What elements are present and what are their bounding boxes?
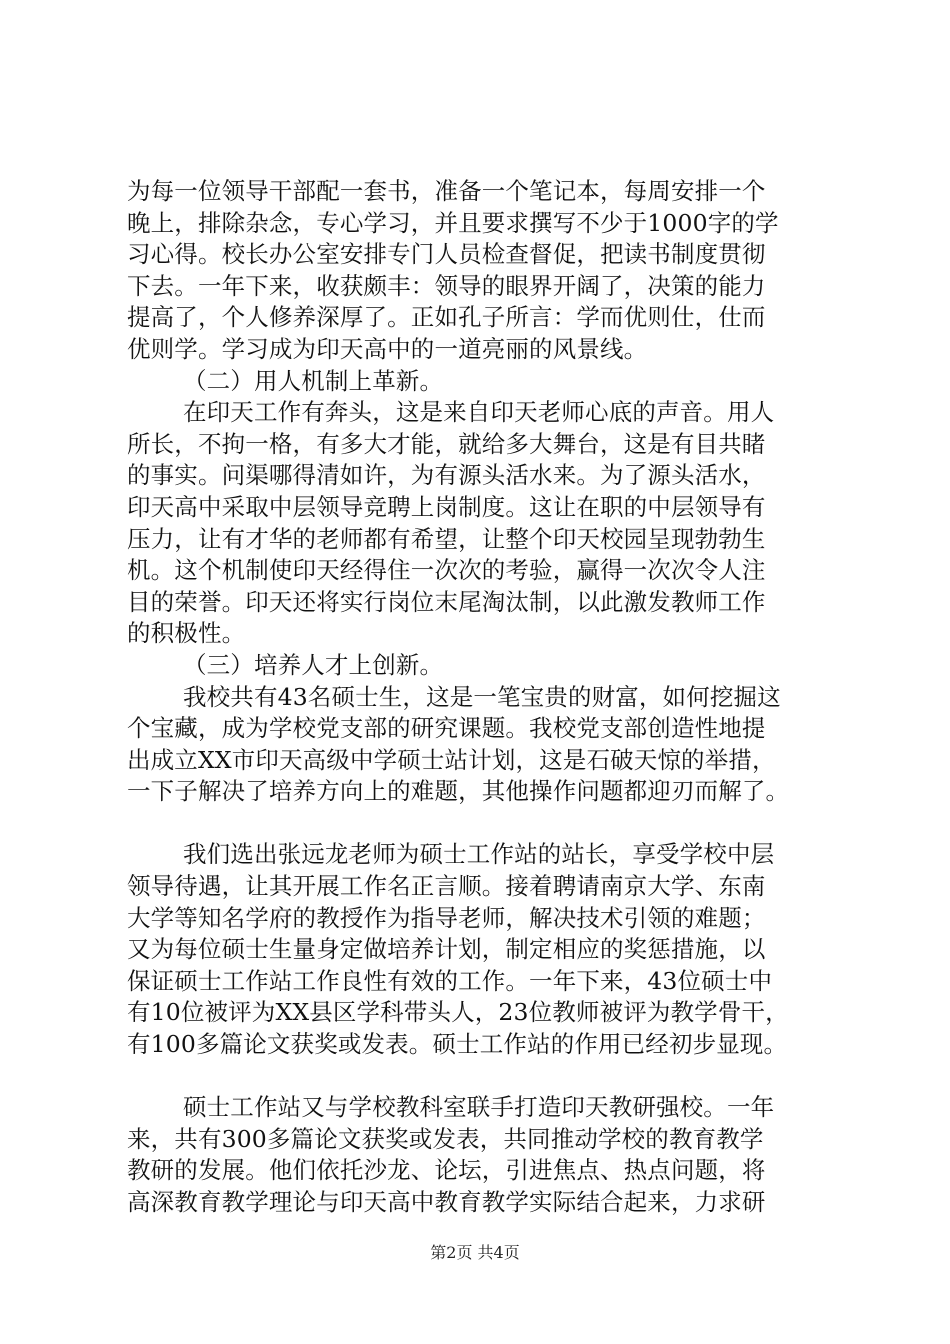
- text-line: 又为每位硕士生量身定做培养计划，制定相应的奖惩措施，以: [127, 935, 766, 964]
- blank-line: [127, 808, 835, 840]
- text-line: 个宝藏，成为学校党支部的研究课题。我校党支部创造性地提: [127, 714, 766, 743]
- text-line: 有10位被评为XX县区学科带头人，23位教师被评为教学骨干，: [127, 998, 789, 1027]
- text-line: 大学等知名学府的教授作为指导老师，解决技术引领的难题；: [127, 903, 766, 932]
- text-line: 所长，不拘一格，有多大才能，就给多大舞台，这是有目共睹: [127, 429, 766, 458]
- text-line: 教研的发展。他们依托沙龙、论坛，引进焦点、热点问题，将: [127, 1156, 766, 1185]
- text-line: 一下子解决了培养方向上的难题，其他操作问题都迎刃而解了。: [127, 777, 790, 806]
- text-line: 印天高中采取中层领导竞聘上岗制度。这让在职的中层领导有: [127, 492, 766, 521]
- text-line: 下去。一年下来，收获颇丰：领导的眼界开阔了，决策的能力: [127, 271, 766, 300]
- text-line: 硕士工作站又与学校教科室联手打造印天教研强校。一年: [183, 1093, 775, 1122]
- page-footer: 第2页 共4页: [430, 1243, 520, 1262]
- blank-line: [127, 1061, 835, 1093]
- text-line: 出成立XX市印天高级中学硕士站计划，这是石破天惊的举措，: [127, 745, 776, 774]
- text-line: 高深教育教学理论与印天高中教育教学实际结合起来，力求研: [127, 1188, 766, 1216]
- text-line: 保证硕士工作站工作良性有效的工作。一年下来，43位硕士中: [127, 966, 773, 995]
- text-line: （二）用人机制上革新。: [183, 366, 444, 395]
- text-line: 为每一位领导干部配一套书，准备一个笔记本，每周安排一个: [127, 177, 766, 205]
- text-line: 来，共有300多篇论文获奖或发表，共同推动学校的教育教学: [127, 1124, 764, 1153]
- text-line: 提高了，个人修养深厚了。正如孔子所言：学而优则仕，仕而: [127, 303, 766, 332]
- text-line: 压力，让有才华的老师都有希望，让整个印天校园呈现勃勃生: [127, 524, 766, 553]
- text-line: 我校共有43名硕士生，这是一笔宝贵的财富，如何挖掘这: [183, 682, 781, 711]
- text-line: 习心得。校长办公室安排专门人员检查督促，把读书制度贯彻: [127, 240, 766, 269]
- text-line: 在印天工作有奔头，这是来自印天老师心底的声音。用人: [183, 398, 775, 427]
- text-line: （三）培养人才上创新。: [183, 650, 444, 679]
- text-line: 的积极性。: [127, 619, 246, 648]
- text-line: 目的荣誉。印天还将实行岗位末尾淘汰制，以此激发教师工作: [127, 587, 766, 616]
- text-line: 我们选出张远龙老师为硕士工作站的站长，享受学校中层: [183, 840, 775, 869]
- text-line: 机。这个机制使印天经得住一次次的考验，赢得一次次令人注: [127, 556, 766, 585]
- text-line: 晚上，排除杂念，专心学习，并且要求撰写不少于1000字的学: [127, 208, 779, 237]
- text-line: 领导待遇，让其开展工作名正言顺。接着聘请南京大学、东南: [127, 872, 766, 901]
- text-line: 有100多篇论文获奖或发表。硕士工作站的作用已经初步显现。: [127, 1030, 788, 1059]
- document-body: [127, 176, 835, 1219]
- text-line: 的事实。问渠哪得清如许，为有源头活水来。为了源头活水，: [127, 461, 766, 490]
- text-line: 优则学。学习成为印天高中的一道亮丽的风景线。: [127, 334, 648, 363]
